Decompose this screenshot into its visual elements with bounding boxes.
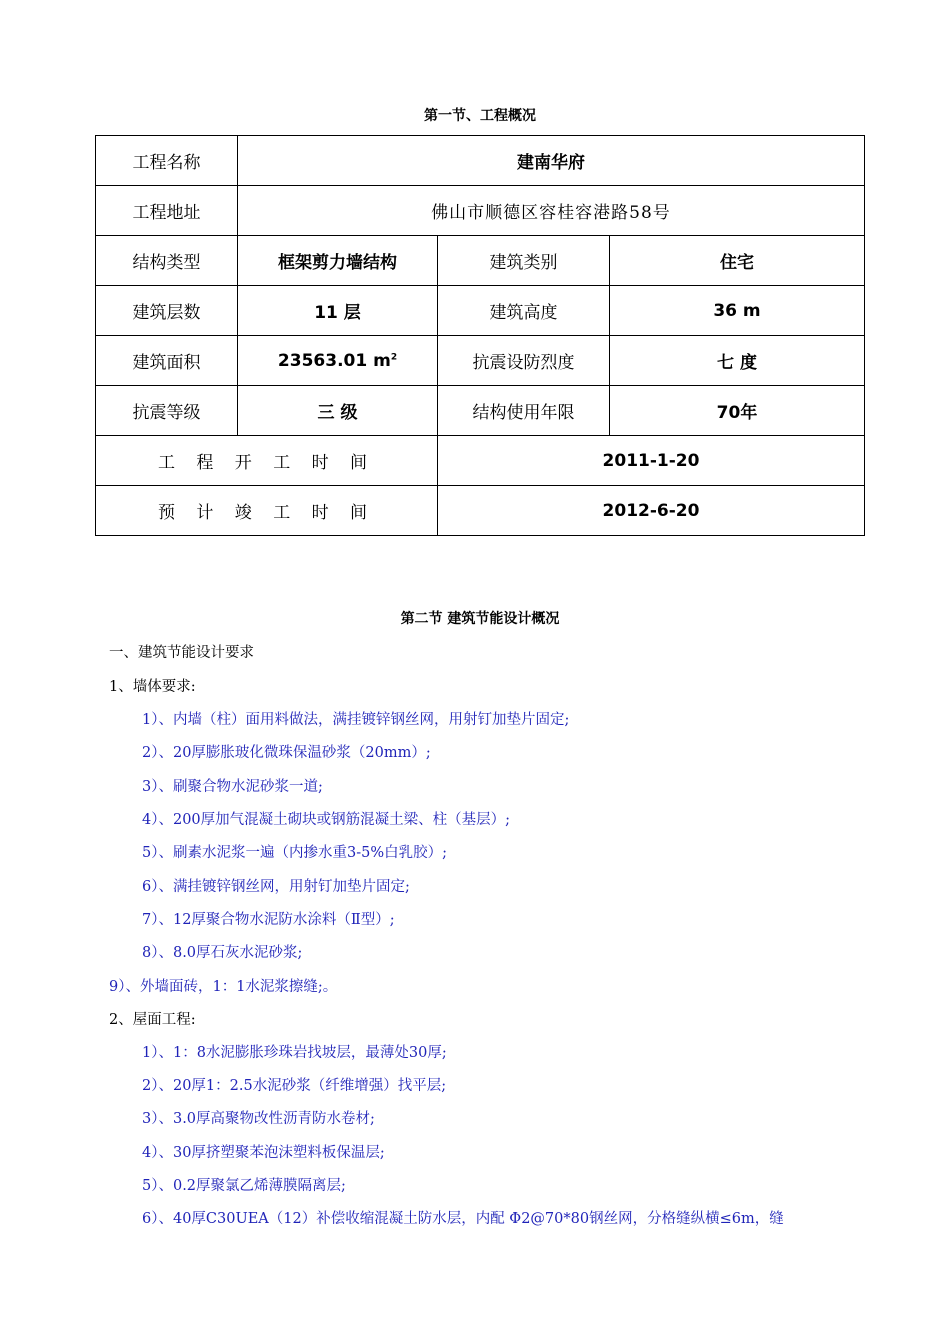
table-row [96,486,865,536]
address-label: 工程地址 [96,186,238,236]
energy-design-heading: 一、建筑节能设计要求 [109,645,254,661]
table-row [96,336,865,386]
list-item: 4）、30厚挤塑聚苯泡沫塑料板保温层; [142,1145,385,1161]
list-item: 8）、8.0厚石灰水泥砂浆; [142,945,303,961]
height-value: 36 m [610,286,865,336]
completion-date-value: 2012-6-20 [438,486,865,536]
table-row [96,136,865,186]
completion-date-label: 预 计 竣 工 时 间 [96,486,438,536]
table-row [96,286,865,336]
wall-requirements-heading: 1、墙体要求: [109,679,196,695]
table-row [96,386,865,436]
seismic-intensity-value: 七 度 [610,336,865,386]
building-category-value: 住宅 [610,236,865,286]
height-label: 建筑高度 [438,286,610,336]
list-item: 3）、刷聚合物水泥砂浆一道; [142,779,323,795]
seismic-grade-value: 三 级 [238,386,438,436]
list-item: 3）、3.0厚高聚物改性沥青防水卷材; [142,1111,375,1127]
structure-type-label: 结构类型 [96,236,238,286]
service-life-value: 70年 [610,386,865,436]
area-label: 建筑面积 [96,336,238,386]
project-name-label: 工程名称 [96,136,238,186]
table-row [96,186,865,236]
list-item: 6）、40厚C30UEA（12）补偿收缩混凝土防水层，内配 Φ2@70*80钢丝网，分格缝纵横≤6m，缝 [142,1211,784,1227]
list-item: 5）、刷素水泥浆一遍（内掺水重3-5%白乳胶）; [142,845,447,861]
list-item: 6）、满挂镀锌钢丝网，用射钉加垫片固定; [142,879,410,895]
project-overview-table [95,135,865,536]
building-category-label: 建筑类别 [438,236,610,286]
project-name-value: 建南华府 [238,136,865,186]
list-item: 4）、200厚加气混凝土砌块或钢筋混凝土梁、柱（基层）; [142,812,511,828]
table-row [96,436,865,486]
list-item: 1）、内墙（柱）面用料做法，满挂镀锌钢丝网，用射钉加垫片固定; [142,712,570,728]
seismic-intensity-label: 抗震设防烈度 [438,336,610,386]
start-date-value: 2011-1-20 [438,436,865,486]
list-item: 2）、20厚膨胀玻化微珠保温砂浆（20mm）; [142,745,431,761]
list-item: 1）、1：8水泥膨胀珍珠岩找坡层，最薄处30厚; [142,1045,447,1061]
list-item: 9）、外墙面砖，1：1水泥浆擦缝;。 [109,979,338,995]
section-1-title: 第一节、工程概况 [424,108,536,124]
roof-heading: 2、屋面工程: [109,1012,196,1028]
list-item: 7）、12厚聚合物水泥防水涂料（Ⅱ型）; [142,912,395,928]
area-value [238,336,438,386]
seismic-grade-label: 抗震等级 [96,386,238,436]
section-2-title: 第二节 建筑节能设计概况 [400,611,560,627]
area-number: 23563.01 m [277,350,391,371]
start-date-label: 工 程 开 工 时 间 [96,436,438,486]
floors-label: 建筑层数 [96,286,238,336]
area-unit-superscript: 2 [390,351,398,362]
service-life-label: 结构使用年限 [438,386,610,436]
floors-value: 11 层 [238,286,438,336]
table-row [96,236,865,286]
structure-type-value: 框架剪力墙结构 [238,236,438,286]
list-item: 5）、0.2厚聚氯乙烯薄膜隔离层; [142,1178,346,1194]
list-item: 2）、20厚1：2.5水泥砂浆（纤维增强）找平层; [142,1078,447,1094]
address-value: 佛山市顺德区容桂容港路58号 [238,186,865,236]
